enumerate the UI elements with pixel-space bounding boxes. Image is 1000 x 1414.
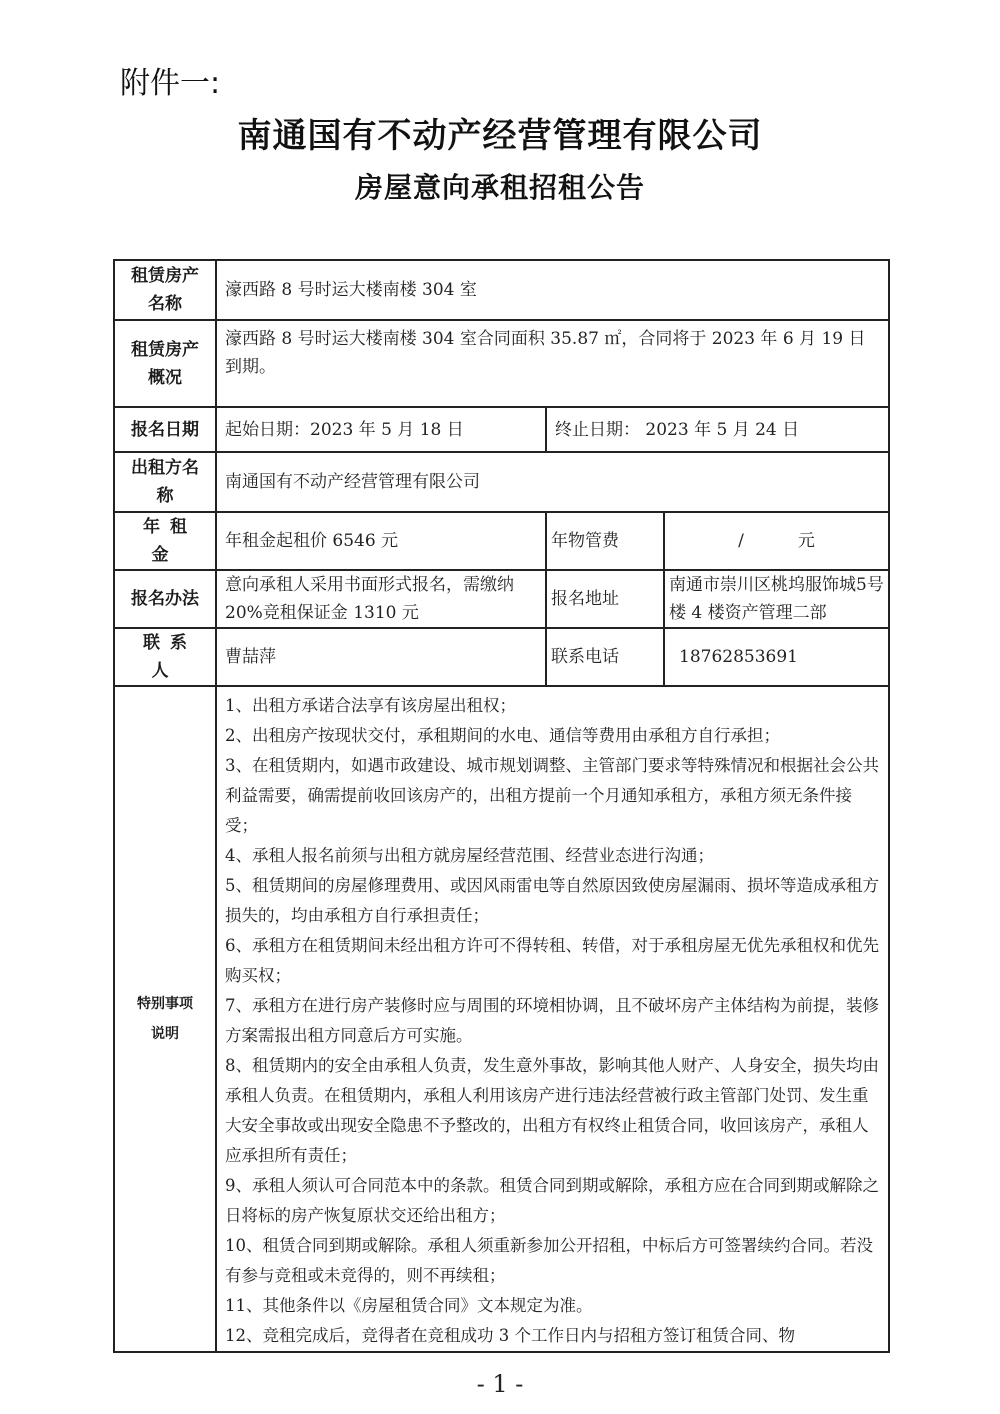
overview-value: 濠西路 8 号时运大楼南楼 304 室合同面积 35.87 ㎡，合同将于 2023 年 6 月 19 日到期。 [216,320,889,407]
notice-table [113,259,890,1353]
row-lessor [114,452,889,512]
phone-value: 18762853691 [664,628,889,686]
special-notes-label-line1: 特别事项 [137,996,193,1012]
clause-10: 10、租赁合同到期或解除。承租人须重新参加公开招租，中标后方可签署续约合同。若没有参与竞租或未竞得的，则不再续租； [225,1236,873,1285]
lessor-value: 南通国有不动产经营管理有限公司 [216,452,889,512]
clause-6: 6、承租方在租赁期间未经出租方许可不得转租、转借，对于承租房屋无优先承租权和优先购买权； [225,936,879,985]
registration-date-label: 报名日期 [114,407,216,452]
company-title: 南通国有不动产经营管理有限公司 [237,116,763,156]
registration-method-label: 报名办法 [114,570,216,628]
attachment-label: 附件一: [120,66,221,101]
property-name-label: 租赁房产名称 [114,260,216,320]
clause-11: 11、其他条件以《房屋租赁合同》文本规定为准。 [225,1296,593,1315]
special-notes-content [216,686,889,1352]
clause-9: 9、承租人须认可合同范本中的条款。租赁合同到期或解除，承租方应在合同到期或解除之日将标的房产恢复原状交还给出租方； [225,1176,879,1225]
row-overview [114,320,889,407]
row-contact [114,628,889,686]
clause-7: 7、承租方在进行房产装修时应与周围的环境相协调，且不破坏房产主体结构为前提，装修方案需报出租方同意后方可实施。 [225,996,879,1045]
overview-label: 租赁房产概况 [114,320,216,407]
clause-5: 5、租赁期间的房屋修理费用、或因风雨雷电等自然原因致使房屋漏雨、损坏等造成承租方损失的，均由承租方自行承担责任； [225,876,879,925]
special-notes-label [114,686,216,1352]
row-property-name [114,260,889,320]
start-date-value: 起始日期：2023 年 5 月 18 日 [216,407,546,452]
row-rent [114,512,889,570]
lessor-label: 出租方名称 [114,452,216,512]
row-registration-method [114,570,889,628]
property-fee-label: 年物管费 [546,512,664,570]
clause-1: 1、出租方承诺合法享有该房屋出租权； [225,696,516,715]
special-notes-label-line2: 说明 [151,1026,179,1042]
phone-label: 联系电话 [546,628,664,686]
row-special-notes [114,686,889,1352]
notice-title: 房屋意向承租招租公告 [354,171,645,204]
row-registration-date [114,407,889,452]
clause-12: 12、竞租完成后，竞得者在竞租成功 3 个工作日内与招租方签订租赁合同、物 [225,1326,795,1345]
clause-2: 2、出租房产按现状交付，承租期间的水电、通信等费用由承租方自行承担； [225,726,780,745]
annual-rent-label: 年租金 [114,512,216,570]
clause-8: 8、租赁期内的安全由承租人负责，发生意外事故，影响其他人财产、人身安全，损失均由承租人负责。在租赁期内，承租人利用该房产进行违法经营被行政主管部门处罚、发生重大安全事故或出现安全隐患不予整改的，出租方有权终止租赁合同，收回该房产，承租人应承担所有责任； [225,1056,879,1165]
property-name-value: 濠西路 8 号时运大楼南楼 304 室 [216,260,889,320]
registration-address-label: 报名地址 [546,570,664,628]
registration-address-value: 南通市崇川区桃坞服饰城5号楼 4 楼资产管理二部 [664,570,889,628]
registration-method-value: 意向承租人采用书面形式报名，需缴纳 20%竞租保证金 1310 元 [216,570,546,628]
annual-rent-value: 年租金起租价 6546 元 [216,512,546,570]
end-date-value: 终止日期： 2023 年 5 月 24 日 [546,407,889,452]
page-number: - 1 - [476,1370,524,1398]
contact-value: 曹喆萍 [216,628,546,686]
clause-4: 4、承租人报名前须与出租方就房屋经营范围、经营业态进行沟通； [225,846,714,865]
contact-label: 联系人 [114,628,216,686]
property-fee-value: / 元 [664,512,889,570]
clause-3: 3、在租赁期内，如遇市政建设、城市规划调整、主管部门要求等特殊情况和根据社会公共利益需要，确需提前收回该房产的，出租方提前一个月通知承租方，承租方须无条件接受； [225,756,879,835]
